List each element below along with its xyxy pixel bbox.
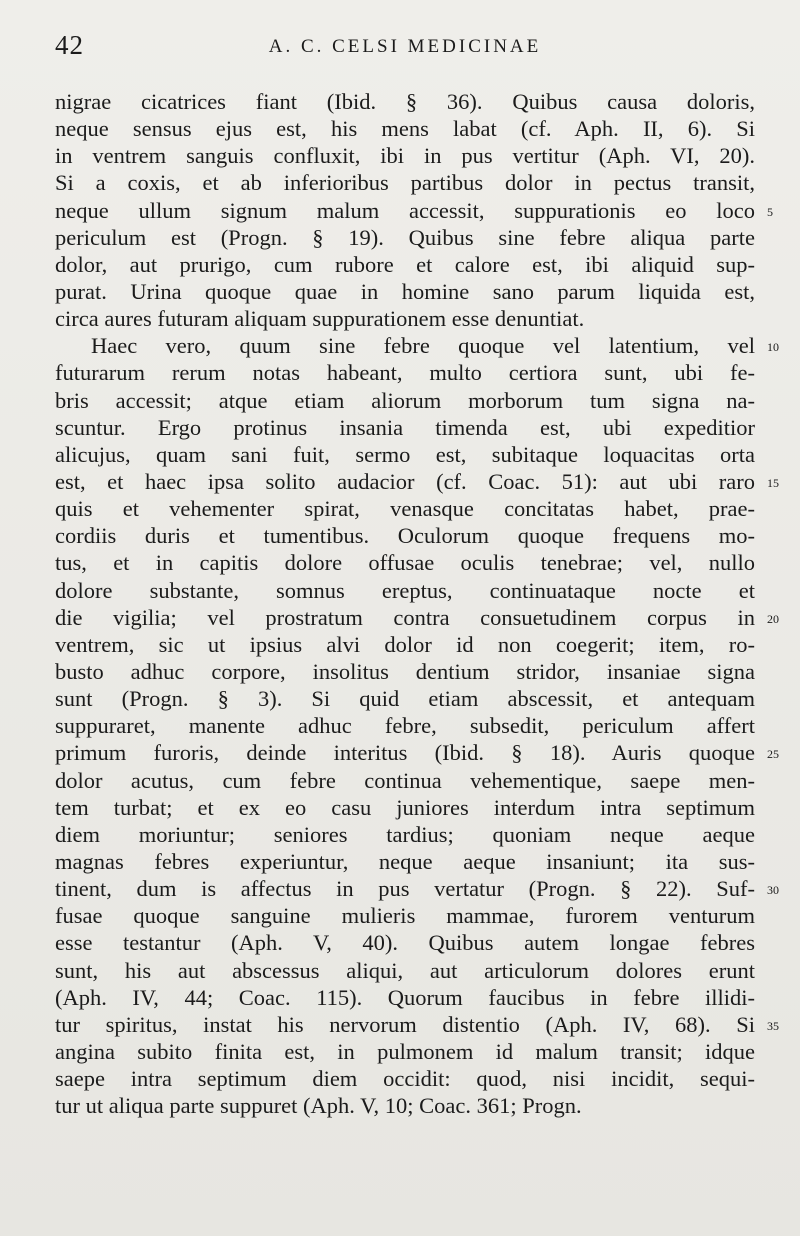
text-line	[55, 794, 755, 821]
text-line	[55, 495, 755, 522]
text-line	[55, 658, 755, 685]
text-line-content: in ventrem sanguis confluxit, ibi in pus vertitur (Aph. VI, 20).	[55, 143, 755, 169]
text-line	[55, 522, 755, 549]
text-line-content: bris accessit; atque etiam aliorum morborum tum signa na-	[55, 387, 755, 413]
text-line	[55, 984, 755, 1011]
text-line	[55, 142, 755, 169]
text-line	[55, 1011, 779, 1038]
line-number: 25	[767, 747, 779, 762]
text-line-content: quis et vehementer spirat, venasque concitatas habet, prae-	[55, 496, 755, 522]
text-line-content: busto adhuc corpore, insolitus dentium stridor, insaniae signa	[55, 658, 755, 684]
text-line-content: Si a coxis, et ab inferioribus partibus dolor in pectus transit,	[55, 170, 755, 196]
text-line-content: tur spiritus, instat his nervorum distentio (Aph. IV, 68). Si	[55, 1011, 755, 1037]
text-line-content: esse testantur (Aph. V, 40). Quibus autem longae febres	[55, 930, 755, 956]
text-line	[55, 902, 755, 929]
text-line-content: dolor acutus, cum febre continua vehementique, saepe men-	[55, 767, 755, 793]
text-line	[55, 1038, 755, 1065]
text-line-content: ventrem, sic ut ipsius alvi dolor id non coegerit; item, ro-	[55, 631, 755, 657]
text-line-content: neque ullum signum malum accessit, suppurationis eo loco	[55, 197, 755, 223]
line-number: 20	[767, 611, 779, 626]
line-number: 15	[767, 475, 779, 490]
text-line-content: nigrae cicatrices fiant (Ibid. § 36). Quibus causa doloris,	[55, 89, 755, 114]
text-line-content: est, et haec ipsa solito audacior (cf. Coac. 51): aut ubi raro	[55, 468, 755, 494]
line-number: 5	[767, 204, 773, 219]
text-line-content: dolor, aut prurigo, cum rubore et calore est, ibi aliquid sup-	[55, 251, 755, 277]
text-line-content: sunt, his aut abscessus aliqui, aut articulorum dolores erunt	[55, 957, 755, 983]
text-line-content: suppuraret, manente adhuc febre, subsedit, periculum affert	[55, 713, 755, 739]
body-text	[55, 88, 779, 1119]
text-line	[55, 1065, 755, 1092]
text-line-content: futurarum rerum notas habeant, multo certiora sunt, ubi fe-	[55, 360, 755, 386]
text-line	[55, 169, 755, 196]
text-line-content: fusae quoque sanguine mulieris mammae, furorem venturum	[55, 903, 755, 929]
text-line	[55, 767, 755, 794]
text-line	[55, 577, 755, 604]
text-line-content: tem turbat; et ex eo casu juniores interdum intra septimum	[55, 794, 755, 820]
text-line-content: angina subito finita est, in pulmonem id malum transit; idque	[55, 1038, 755, 1064]
text-line-content: circa aures futuram aliquam suppurationem esse denuntiat.	[55, 306, 585, 332]
text-line-content: diem moriuntur; seniores tardius; quoniam neque aeque	[55, 821, 755, 847]
text-line-content: periculum est (Progn. § 19). Quibus sine febre aliqua parte	[55, 224, 755, 250]
text-line-content: tur ut aliqua parte suppuret (Aph. V, 10; Coac. 361; Progn.	[55, 1093, 582, 1119]
text-line	[55, 387, 755, 414]
text-line-content: primum furoris, deinde interitus (Ibid. § 18). Auris quoque	[55, 740, 755, 766]
text-line-content: neque sensus ejus est, his mens labat (cf. Aph. II, 6). Si	[55, 116, 755, 142]
line-number: 10	[767, 340, 779, 355]
text-line	[55, 604, 779, 631]
text-line	[55, 1092, 755, 1119]
text-line	[55, 821, 755, 848]
text-line-content: saepe intra septimum diem occidit: quod, nisi incidit, sequi-	[55, 1066, 755, 1092]
text-line	[55, 224, 755, 251]
text-line-content: alicujus, quam sani fuit, sermo est, subitaque loquacitas orta	[55, 441, 755, 467]
text-line-content: sunt (Progn. § 3). Si quid etiam abscessit, et antequam	[55, 686, 755, 712]
text-line	[55, 115, 755, 142]
text-line-content: (Aph. IV, 44; Coac. 115). Quorum faucibus in febre illidi-	[55, 984, 755, 1010]
page-number: 42	[55, 30, 84, 60]
text-line	[55, 549, 755, 576]
text-line	[55, 251, 755, 278]
running-title: A. C. CELSI MEDICINAE	[268, 36, 542, 57]
line-number: 35	[767, 1018, 779, 1033]
text-line-content: die vigilia; vel prostratum contra consuetudinem corpus in	[55, 604, 755, 630]
text-line-content: dolore substante, somnus ereptus, continuataque nocte et	[55, 577, 755, 603]
text-line	[55, 278, 755, 305]
text-line	[55, 332, 779, 359]
line-number: 30	[767, 883, 779, 898]
page-header	[55, 30, 755, 70]
text-line	[55, 441, 755, 468]
text-line-content: purat. Urina quoque quae in homine sano parum liquida est,	[55, 278, 755, 304]
text-line-content: tinent, dum is affectus in pus vertatur (Progn. § 22). Suf-	[55, 876, 755, 902]
text-line	[55, 957, 755, 984]
text-line-content: tus, et in capitis dolore offusae oculis tenebrae; vel, nullo	[55, 550, 755, 576]
text-line	[55, 468, 779, 495]
text-line	[55, 929, 755, 956]
text-line-content: scuntur. Ergo protinus insania timenda est, ubi expeditior	[55, 414, 755, 440]
text-line	[55, 712, 755, 739]
text-line-content: cordiis duris et tumentibus. Oculorum quoque frequens mo-	[55, 523, 755, 549]
text-line	[55, 359, 755, 386]
text-line	[55, 875, 779, 902]
text-line	[55, 305, 755, 332]
text-line	[55, 848, 755, 875]
text-line-content: Haec vero, quum sine febre quoque vel latentium, vel	[91, 333, 755, 359]
text-line	[55, 88, 755, 115]
text-line	[55, 197, 773, 224]
text-line	[55, 739, 779, 766]
text-line-content: magnas febres experiuntur, neque aeque insaniunt; ita sus-	[55, 848, 755, 874]
text-line	[55, 685, 755, 712]
text-line	[55, 631, 755, 658]
text-line	[55, 414, 755, 441]
